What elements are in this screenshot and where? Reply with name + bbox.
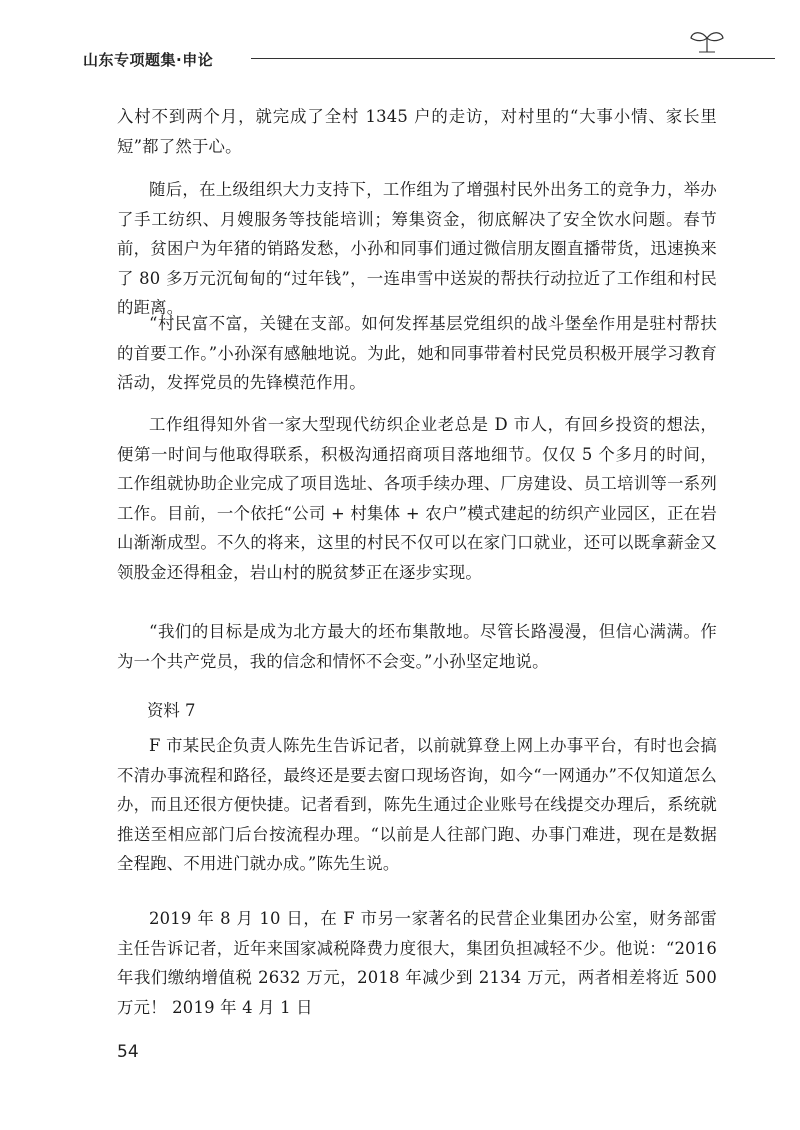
page-number: 54: [117, 1042, 139, 1062]
sprout-icon: [689, 28, 725, 54]
running-header: [83, 45, 723, 75]
paragraph: 工作组得知外省一家大型现代纺织企业老总是 D 市人，有回乡投资的想法，便第一时间与他取得联系，积极沟通招商项目落地细节。仅仅 5 个多月的时间，工作组就协助企业完成了项目选址、各项手续办理、厂房建设、员工培训等一系列工作。目前，一个依托“公司 + 村集体 + 农户”模式建起的纺织产业园区，正在岩山渐渐成型。不久的将来，这里的村民不仅可以在家门口就业，还可以既拿薪金又领股金还得租金，岩山村的脱贫梦正在逐步实现。: [117, 415, 717, 582]
paragraph: 2019 年 8 月 10 日，在 F 市另一家著名的民营企业集团办公室，财务部雷主任告诉记者，近年来国家减税降费力度很大，集团负担减轻不少。他说：“2016 年我们缴纳增值税 2632 万元，2018 年减少到 2134 万元，两者相差将近 500 万元！ 2019 年 4 月 1 日: [117, 909, 717, 1017]
header-title: 山东专项题集·申论: [83, 51, 214, 69]
paragraph: 入村不到两个月，就完成了全村 1345 户的走访，对村里的“大事小情、家长里短”都了然于心。: [117, 107, 717, 156]
paragraph: F 市某民企负责人陈先生告诉记者，以前就算登上网上办事平台，有时也会搞不清办事流程和路径，最终还是要去窗口现场咨询，如今“一网通办”不仅知道怎么办，而且还很方便快捷。记者看到，陈先生通过企业账号在线提交办理后，系统就推送至相应部门后台按流程办理。“以前是人往部门跑、办事门难进，现在是数据全程跑、不用进门就办成。”陈先生说。: [117, 736, 717, 873]
header-rule: [251, 58, 775, 59]
paragraph: 随后，在上级组织大力支持下，工作组为了增强村民外出务工的竞争力，举办了手工纺织、月嫂服务等技能培训；筹集资金，彻底解决了安全饮水问题。春节前，贫困户为年猪的销路发愁，小孙和同事们通过微信朋友圈直播带货，迅速换来了 80 多万元沉甸甸的“过年钱”，一连串雪中送炭的帮扶行动拉近了工作组和村民的距离。: [117, 180, 717, 317]
paragraph: “村民富不富，关键在支部。如何发挥基层党组织的战斗堡垒作用是驻村帮扶的首要工作。”小孙深有感触地说。为此，她和同事带着村民党员积极开展学习教育活动，发挥党员的先锋模范作用。: [117, 314, 717, 392]
section-heading: 资料 7: [147, 701, 196, 720]
paragraph: “我们的目标是成为北方最大的坯布集散地。尽管长路漫漫，但信心满满。作为一个共产党员，我的信念和情怀不会变。”小孙坚定地说。: [117, 622, 717, 671]
